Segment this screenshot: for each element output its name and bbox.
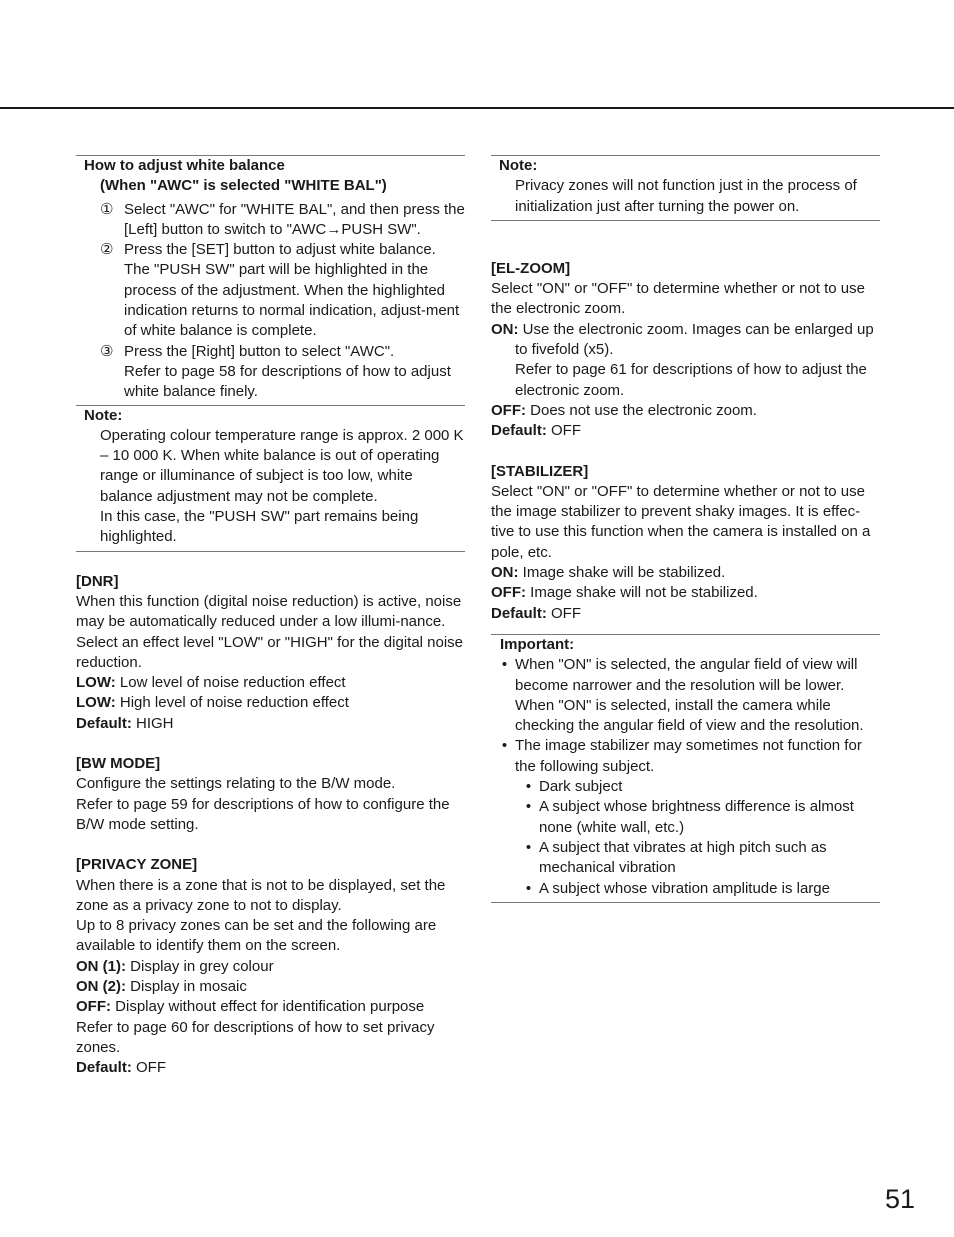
elzoom-off-text: Does not use the electronic zoom. [526,401,757,419]
step-text-main: Press the [Right] button to select "AWC". [124,342,395,360]
left-column [76,155,465,1078]
step-text [124,342,465,403]
sub-bullet-text: A subject whose vibration amplitude is large [539,879,830,897]
right-column [491,155,880,903]
note-label: Note: [499,157,538,174]
bullet-icon: • [501,656,508,674]
bw-title: [BW MODE] [76,755,161,773]
stabilizer-off-label: OFF: [491,584,526,602]
header-rule [0,107,954,109]
bullet-text: The image stabilizer may sometimes not function for the following subject. [515,737,862,775]
privacy-opt2-text: Display in mosaic [126,977,247,995]
sub-bullet-2 [491,797,880,838]
elzoom-on-text: Use the electronic zoom. Images can be enlarged up to fivefold (x5). [515,320,874,359]
stabilizer-title: [STABILIZER] [491,462,589,480]
privacy-body-2: Up to 8 privacy zones can be set and the following are available to identify them on the screen. [76,917,437,955]
awb-step-2 [76,240,465,341]
awb-step-1 [76,200,465,241]
step-number: ② [100,241,114,259]
awb-subheading: (When "AWC" is selected "WHITE BAL") [100,177,387,195]
bullet-icon: • [525,838,532,856]
stabilizer-body: Select "ON" or "OFF" to determine whether or not to use the image stabilizer to prevent shaky images. It is effec-tive to use this function when the camera is installed on a pole, etc. [491,482,871,561]
important-bullet-2 [491,736,880,777]
step-number: ① [100,200,114,218]
awb-note-text-1: Operating colour temperature range is approx. 2 000 K – 10 000 K. When white balance is out of operating range or illuminance of subject is too low, white balance adjustment may not be complete. [100,426,464,505]
awb-note-label: Note: [84,406,123,424]
el-zoom-section [491,259,880,442]
stabilizer-on-text: Image shake will be stabilized. [518,564,726,582]
privacy-note-box [491,155,880,221]
stabilizer-default-value: OFF [546,604,582,622]
privacy-body-1: When there is a zone that is not to be displayed, set the zone as a privacy zone to not to display. [76,876,446,914]
stabilizer-section [491,462,880,624]
elzoom-body: Select "ON" or "OFF" to determine whether or not to use the electronic zoom. [491,280,865,318]
sub-bullet-text: A subject whose brightness difference is almost none (white wall, etc.) [539,798,854,836]
important-label: Important: [500,635,575,653]
sub-bullet-4 [491,879,880,899]
step-text: Select "AWC" for "WHITE BAL", and then press the [Left] button to switch to "AWC→PUSH SW". [124,200,465,238]
privacy-default-label: Default: [76,1059,132,1077]
elzoom-default-label: Default: [491,422,547,440]
page-number: 51 [884,1184,915,1214]
bw-line-1: Configure the settings relating to the B/W mode. [76,775,396,793]
important-bullet-1 [491,655,880,736]
awb-step-3 [76,342,465,403]
step-text: Press the [SET] button to adjust white balance. The "PUSH SW" part will be highlighted in the process of the adjustment. When the highlighted indication returns to normal indication, adjust-ment of white balance is complete. [124,241,460,340]
bw-line-2: Refer to page 59 for descriptions of how to configure the B/W mode setting. [76,795,450,833]
privacy-opt2-label: ON (2): [76,977,126,995]
dnr-default-value: HIGH [131,714,174,732]
dnr-section [76,572,465,734]
dnr-opt2-label: LOW: [76,694,116,712]
privacy-opt1-label: ON (1): [76,957,126,975]
elzoom-default-value: OFF [546,422,582,440]
elzoom-off-label: OFF: [491,401,526,419]
elzoom-refer: Refer to page 61 for descriptions of how to adjust the electronic zoom. [515,361,867,399]
sub-bullet-text: Dark subject [539,778,623,796]
bw-mode-section [76,754,465,835]
bullet-icon: • [525,798,532,816]
bullet-icon: • [525,778,532,796]
dnr-title: [DNR] [76,572,119,590]
bullet-icon: • [525,879,532,897]
sub-bullet-text: A subject that vibrates at high pitch such as mechanical vibration [539,838,827,877]
note-text: Privacy zones will not function just in the process of initialization just after turning the power on. [515,177,857,215]
privacy-refer: Refer to page 60 for descriptions of how to set privacy zones. [76,1018,435,1056]
dnr-default-label: Default: [76,714,132,732]
privacy-opt1-text: Display in grey colour [126,957,274,975]
privacy-default-value: OFF [131,1059,167,1077]
dnr-body: When this function (digital noise reduction) is active, noise may be automatically reduced under a low illumi-nance. Select an effect level "LOW" or "HIGH" for the digital noise reduction. [76,592,464,671]
dnr-opt1-label: LOW: [76,674,116,692]
bullet-icon: • [501,737,508,755]
important-box [491,634,880,903]
white-balance-box [76,155,465,552]
step-number: ③ [100,342,114,360]
privacy-zone-section [76,855,465,1078]
step-text-refer: Refer to page 58 for descriptions of how to adjust white balance finely. [124,362,451,401]
privacy-opt3-label: OFF: [76,998,111,1016]
stabilizer-off-text: Image shake will not be stabilized. [526,584,758,602]
awb-note-text-2: In this case, the "PUSH SW" part remains being highlighted. [100,508,419,546]
stabilizer-default-label: Default: [491,604,547,622]
dnr-opt1-text: Low level of noise reduction effect [115,674,346,692]
awb-heading: How to adjust white balance [84,157,285,174]
privacy-title: [PRIVACY ZONE] [76,856,198,874]
bullet-text: When "ON" is selected, the angular field of view will become narrower and the resolution will be lower. When "ON" is selected, install the camera while checking the angular field of view and the resolution. [515,656,864,735]
stabilizer-on-label: ON: [491,564,519,582]
sub-bullet-3 [491,838,880,879]
dnr-opt2-text: High level of noise reduction effect [115,694,349,712]
elzoom-on-label: ON: [491,320,519,338]
sub-bullet-1 [491,777,880,797]
privacy-opt3-text: Display without effect for identification purpose [111,998,425,1016]
elzoom-title: [EL-ZOOM] [491,259,571,277]
